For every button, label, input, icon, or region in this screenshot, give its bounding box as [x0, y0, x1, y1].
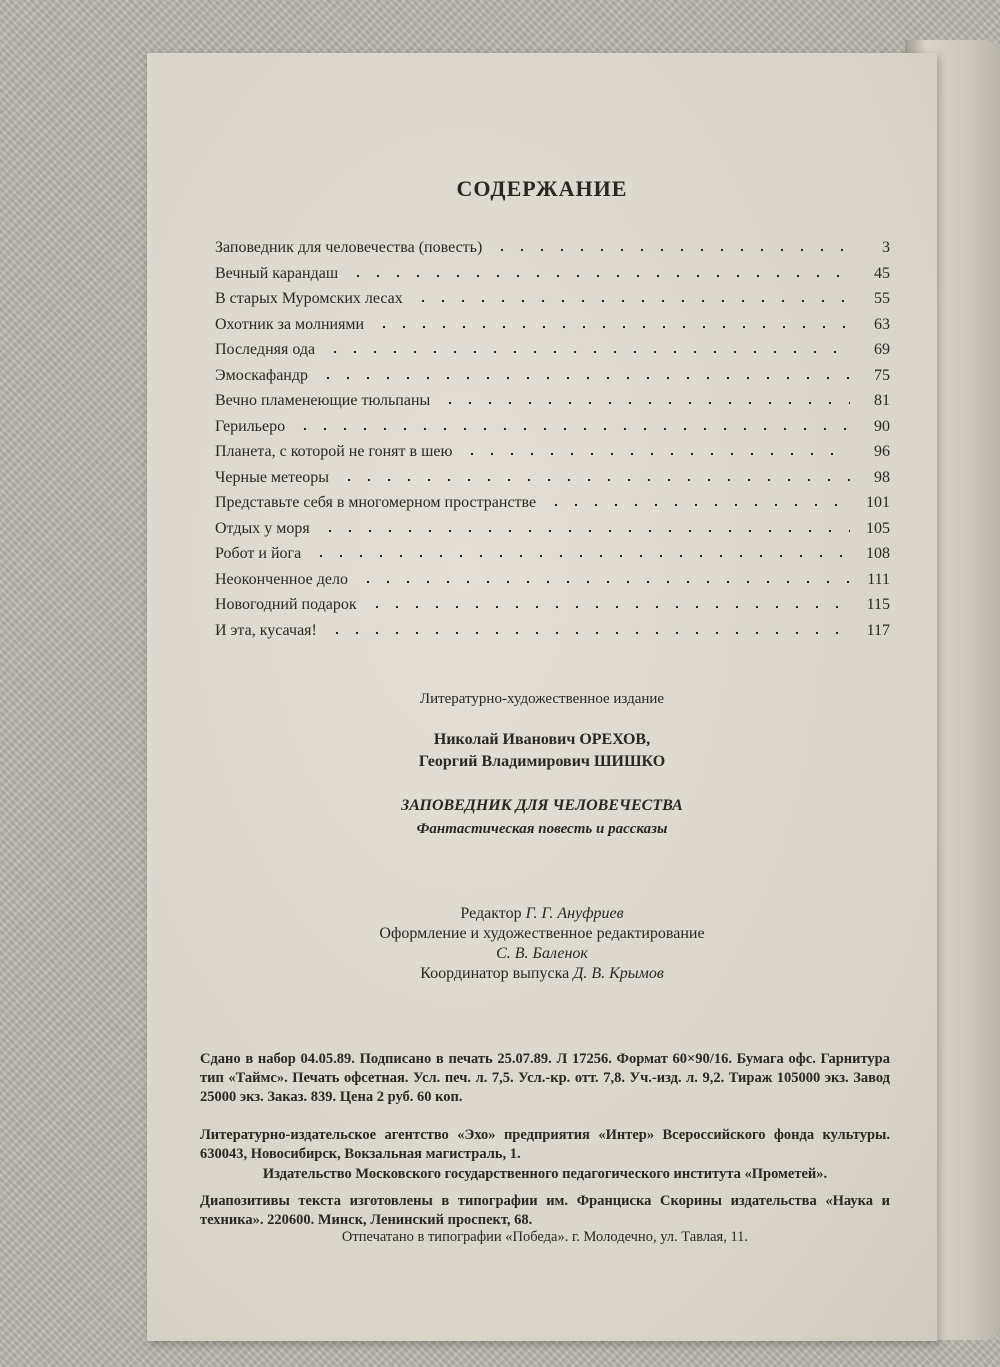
- toc-leader-dots: [413, 299, 850, 303]
- toc-entry-page: 105: [866, 519, 890, 537]
- toc-leader-dots: [327, 631, 850, 635]
- slides-info: Диапозитивы текста изготовлены в типографии им. Франциска Скорины издательства «Наука и техника». 220600. Минск, Ленинский проспект, 68.: [200, 1193, 890, 1228]
- toc-entry-page: 90: [874, 417, 890, 435]
- toc-entry-title: Планета, с которой не гонят в шею: [215, 443, 453, 460]
- toc-entry-title: И эта, кусачая!: [215, 621, 317, 639]
- toc-leader-dots: [492, 248, 850, 252]
- toc-entry-title: Последняя ода: [215, 341, 316, 358]
- book-title: ЗАПОВЕДНИК ДЛЯ ЧЕЛОВЕЧЕСТВА: [401, 797, 683, 814]
- toc-entry: [215, 367, 890, 393]
- toc-leader-dots: [348, 274, 850, 278]
- printed-info: Отпечатано в типографии «Победа». г. Молодечно, ул. Тавлая, 11.: [341, 1229, 749, 1245]
- book-subtitle: Фантастическая повесть и рассказы: [416, 821, 668, 837]
- toc-entry: [215, 392, 890, 418]
- toc-entry-title: Вечно пламенеющие тюльпаны: [215, 392, 431, 409]
- toc-entry-page: 96: [874, 443, 890, 460]
- toc-leader-dots: [339, 478, 850, 482]
- toc-entry: [215, 316, 890, 342]
- toc-entry-page: 55: [874, 290, 890, 307]
- toc-entry-page: 98: [874, 468, 890, 486]
- toc-entry-title: Новогодний подарок: [215, 596, 357, 613]
- toc-entry: [215, 341, 890, 367]
- toc-entry-title: Робот и йога: [215, 545, 302, 562]
- design-name: С. В. Баленок: [496, 945, 588, 962]
- toc-entry: [215, 443, 890, 469]
- toc-entry: [215, 469, 890, 495]
- toc-entry-page: 117: [866, 621, 890, 639]
- toc-entry-title: Представьте себя в многомерном пространстве: [215, 494, 537, 511]
- toc-entry-title: В старых Муромских лесах: [215, 290, 403, 307]
- toc-title: СОДЕРЖАНИЕ: [456, 176, 628, 201]
- toc-entry-page: 108: [866, 545, 890, 562]
- toc-entry: [215, 571, 890, 597]
- toc-leader-dots: [318, 376, 850, 380]
- toc-entry: [215, 418, 890, 444]
- coordinator-line: [147, 964, 937, 984]
- toc-entry-title: Эмоскафандр: [215, 366, 308, 384]
- toc-entry-title: Вечный карандаш: [215, 264, 339, 282]
- editor-line: [147, 904, 937, 924]
- publisher-info: Издательство Московского государственного педагогического института «Прометей».: [262, 1166, 828, 1182]
- toc-entry: [215, 622, 890, 648]
- print-data: Сдано в набор 04.05.89. Подписано в печать 25.07.89. Л 17256. Формат 60×90/16. Бумага офс. Гарнитура тип «Таймс». Печать офсетная. Усл. печ. л. 7,5. Усл.-кр. отт. 7,8. Уч.-изд. л. 9,2. Тираж 105000 экз. Завод 25000 экз. Заказ. 839. Цена 2 руб. 60 коп.: [200, 1051, 890, 1105]
- toc-leader-dots: [295, 427, 850, 431]
- toc-entry: [215, 520, 890, 546]
- toc-entry-page: 115: [866, 596, 890, 613]
- book-page: [147, 53, 937, 1341]
- toc-entry: [215, 239, 890, 265]
- toc-entry-title: Герильеро: [215, 417, 286, 435]
- author-2: Георгий Владимирович ШИШКО: [418, 753, 666, 770]
- toc-leader-dots: [367, 605, 850, 609]
- coordinator-role: Координатор выпуска: [420, 965, 570, 982]
- toc-entry: [215, 290, 890, 316]
- toc-entry-page: 75: [874, 366, 890, 384]
- edition-type: Литературно-художественное издание: [419, 691, 665, 707]
- toc-entry-page: 45: [874, 264, 890, 282]
- toc-leader-dots: [311, 554, 850, 558]
- toc-leader-dots: [546, 503, 850, 507]
- toc-leader-dots: [320, 529, 850, 533]
- toc-entry-page: 81: [874, 392, 890, 409]
- editor-name: Г. Г. Ануфриев: [525, 905, 624, 922]
- toc-entry-title: Отдых у моря: [215, 519, 310, 537]
- author-1: Николай Иванович ОРЕХОВ,: [433, 731, 651, 748]
- toc-entry-title: Неоконченное дело: [215, 570, 348, 588]
- toc-entry: [215, 265, 890, 291]
- toc-entry-title: Черные метеоры: [215, 468, 329, 486]
- toc-entry-title: Охотник за молниями: [215, 315, 365, 333]
- toc-leader-dots: [358, 580, 850, 584]
- coordinator-name: Д. В. Крымов: [573, 965, 664, 982]
- toc-entry-title: Заповедник для человечества (повесть): [215, 239, 483, 256]
- toc-entry: [215, 596, 890, 622]
- toc-entry-page: 3: [882, 239, 890, 256]
- toc-entry: [215, 494, 890, 520]
- toc-entry-page: 101: [866, 494, 890, 511]
- editor-role: Редактор: [460, 905, 522, 922]
- authors: [147, 729, 937, 773]
- toc-leader-dots: [462, 452, 850, 456]
- toc-leader-dots: [440, 401, 850, 405]
- toc-entry: [215, 545, 890, 571]
- toc-entry-page: 69: [874, 341, 890, 358]
- toc-list: [215, 239, 890, 647]
- toc-leader-dots: [374, 325, 850, 329]
- agency-info: Литературно-издательское агентство «Эхо» предприятия «Интер» Всероссийского фонда культуры. 630043, Новосибирск, Вокзальная магистраль, 1.: [200, 1127, 890, 1162]
- credits: [147, 904, 937, 984]
- design-role: Оформление и художественное редактирование: [379, 925, 705, 942]
- toc-leader-dots: [325, 350, 850, 354]
- toc-entry-page: 63: [874, 315, 890, 333]
- toc-entry-page: 111: [867, 570, 890, 588]
